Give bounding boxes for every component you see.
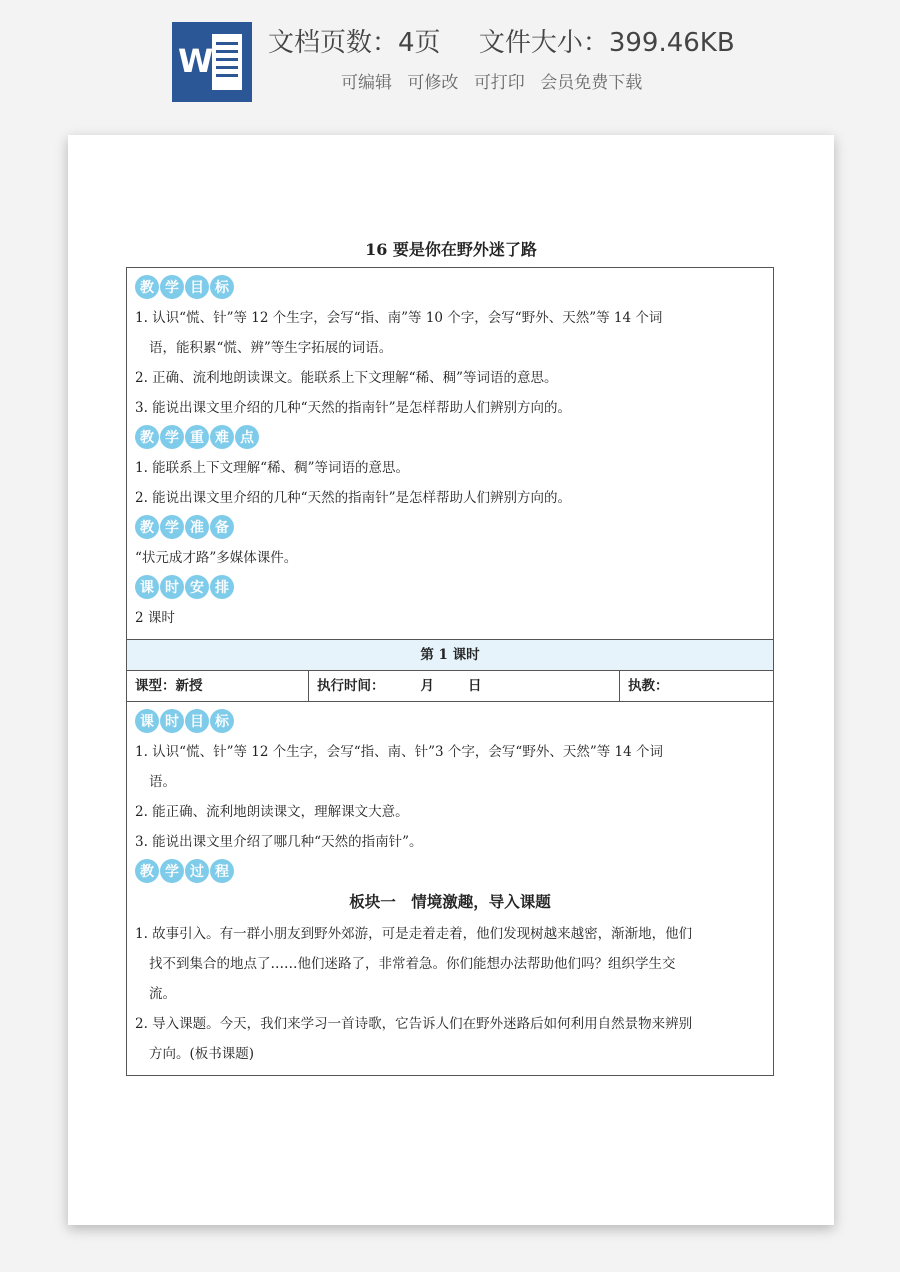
teacher-field: 执教： — [628, 678, 669, 694]
file-meta-title — [268, 22, 735, 59]
lesson-header: 第 1 课时 — [127, 639, 773, 671]
goal-item: 1. 认识“慌、针”等 12 个生字，会写“指、南”等 10 个字，会写“野外、天然”等 14 个词 — [135, 310, 663, 326]
process-item: 2. 导入课题。今天，我们来学习一首诗歌，它告诉人们在野外迷路后如何利用自然景物来辨别 — [135, 1016, 693, 1032]
word-icon-line — [216, 58, 238, 61]
heading-teaching-process — [135, 859, 765, 883]
heading-char: 标 — [210, 709, 234, 733]
heading-teaching-goals — [135, 275, 765, 299]
lesson-goal-item: 3. 能说出课文里介绍了哪几种“天然的指南针”。 — [135, 834, 423, 850]
process-item: 1. 故事引入。有一群小朋友到野外郊游，可是走着走着，他们发现树越来越密，渐渐地，他们 — [135, 926, 693, 942]
heading-char: 安 — [185, 575, 209, 599]
file-size: 文件大小：399.46KB — [478, 28, 735, 58]
feature-editable: 可编辑 — [341, 73, 392, 93]
goal-item: 3. 能说出课文里介绍的几种“天然的指南针”是怎样帮助人们辨别方向的。 — [135, 400, 571, 416]
heading-char: 重 — [185, 425, 209, 449]
document-page — [68, 135, 834, 1225]
lesson-type: 课型：新授 — [127, 671, 309, 701]
heading-char: 课 — [135, 575, 159, 599]
word-icon-line — [216, 50, 238, 53]
heading-char: 教 — [135, 425, 159, 449]
day-label: 日 — [468, 678, 482, 694]
lesson-goal-item-cont: 语。 — [149, 774, 176, 790]
heading-char: 教 — [135, 275, 159, 299]
heading-char: 目 — [185, 275, 209, 299]
heading-preparation — [135, 515, 765, 539]
key-point-item: 1. 能联系上下文理解“稀、稠”等词语的意思。 — [135, 460, 409, 476]
month-label: 月 — [420, 678, 434, 694]
word-icon-letter: W — [178, 42, 214, 80]
goal-item-cont: 语，能积累“慌、辨”等生字拓展的词语。 — [149, 340, 393, 356]
heading-char: 点 — [235, 425, 259, 449]
word-icon — [172, 22, 252, 102]
doc-title: 16 要是你在野外迷了路 — [365, 240, 537, 259]
lesson-goal-item: 1. 认识“慌、针”等 12 个生字，会写“指、南、针”3 个字，会写“野外、天然”等 14 个词 — [135, 744, 663, 760]
word-icon-line — [216, 42, 238, 45]
heading-char: 目 — [185, 709, 209, 733]
heading-char: 准 — [185, 515, 209, 539]
heading-key-points — [135, 425, 765, 449]
execution-time — [309, 671, 620, 701]
heading-char: 标 — [210, 275, 234, 299]
heading-char: 难 — [210, 425, 234, 449]
heading-char: 备 — [210, 515, 234, 539]
document-banner — [0, 0, 900, 118]
lesson-section — [127, 702, 773, 1075]
heading-lesson-goals — [135, 709, 765, 733]
schedule-item: 2 课时 — [135, 610, 175, 626]
page-count: 文档页数：4页 — [268, 28, 441, 58]
feature-printable: 可打印 — [473, 73, 525, 93]
feature-member-download: 会员免费下载 — [540, 73, 643, 93]
heading-char: 课 — [135, 709, 159, 733]
heading-schedule — [135, 575, 765, 599]
heading-char: 过 — [185, 859, 209, 883]
prep-item: “状元成才路”多媒体课件。 — [135, 550, 298, 566]
lesson-table — [126, 267, 774, 1076]
feature-list — [341, 68, 652, 93]
process-item-cont: 找不到集合的地点了……他们迷路了，非常着急。你们能想办法帮助他们吗？组织学生交 — [149, 956, 676, 972]
lesson-info-row — [127, 671, 773, 702]
execution-time-label: 执行时间： — [317, 678, 385, 694]
heading-char: 排 — [210, 575, 234, 599]
goal-item: 2. 正确、流利地朗读课文。能联系上下文理解“稀、稠”等词语的意思。 — [135, 370, 558, 386]
block-title: 板块一 情境激趣，导入课题 — [349, 892, 551, 911]
word-icon-line — [216, 74, 238, 77]
heading-char: 程 — [210, 859, 234, 883]
word-icon-line — [216, 66, 238, 69]
key-point-item: 2. 能说出课文里介绍的几种“天然的指南针”是怎样帮助人们辨别方向的。 — [135, 490, 571, 506]
lesson-goal-item: 2. 能正确、流利地朗读课文，理解课文大意。 — [135, 804, 409, 820]
heading-char: 时 — [160, 575, 184, 599]
process-item-cont: 流。 — [149, 986, 176, 1002]
heading-char: 学 — [160, 425, 184, 449]
heading-char: 学 — [160, 515, 184, 539]
heading-char: 教 — [135, 515, 159, 539]
feature-modifiable: 可修改 — [407, 73, 459, 93]
heading-char: 学 — [160, 859, 184, 883]
heading-char: 时 — [160, 709, 184, 733]
heading-char: 教 — [135, 859, 159, 883]
process-item-cont: 方向。(板书课题) — [149, 1046, 255, 1062]
heading-char: 学 — [160, 275, 184, 299]
overview-section — [127, 268, 773, 639]
